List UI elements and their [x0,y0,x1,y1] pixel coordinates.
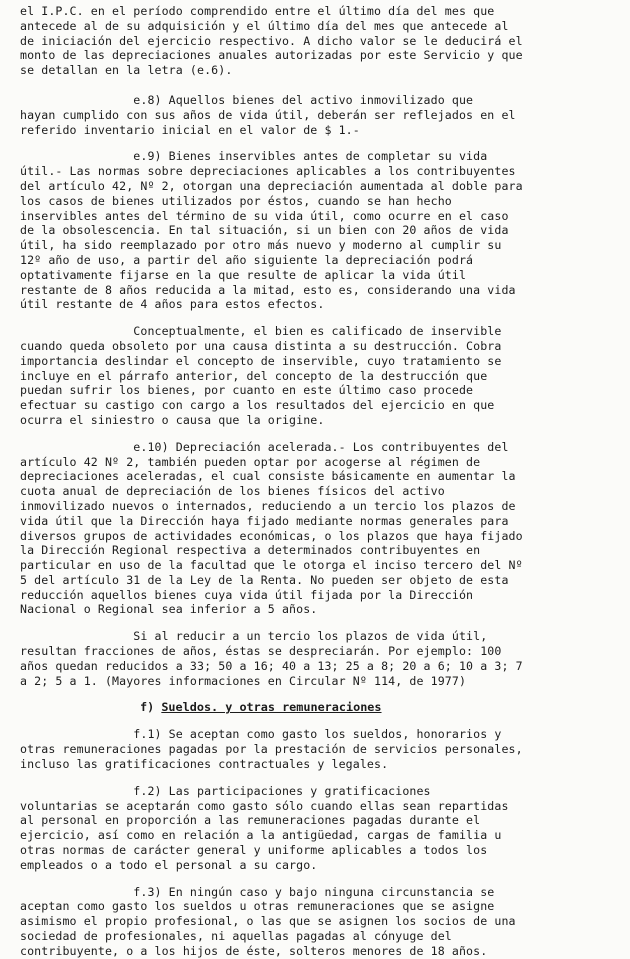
paragraph-f2 [20,784,612,873]
text-line: referido inventario inicial en el valor de $ 1.- [20,122,360,137]
text-line: del artículo 42, Nº 2, otorgan una depreciación aumentada al doble para [20,178,523,193]
text-line: Conceptualmente, el bien es calificado de inservible [133,324,502,339]
text-line: a 2; 5 a 1. (Mayores informaciones en Circular Nº 114, de 1977) [20,673,467,688]
text-line: otras remuneraciones pagadas por la prestación de servicios personales, [20,742,523,757]
section-title: Sueldos. y otras remuneraciones [161,700,382,715]
text-line: puedan sufrir los bienes, por cuanto en este último caso procede [20,383,474,398]
text-line: Si al reducir a un tercio los plazos de vida útil, [133,629,488,644]
text-line: efectuar su castigo con cargo a los resultados del ejercicio en que [20,398,495,413]
text-line: ocurra el siniestro o causa que la origine. [20,412,325,427]
text-line: importancia deslindar el concepto de inservible, cuyo tratamiento se [20,353,502,368]
document-body-f [20,727,612,958]
text-line: e.8) Aquellos bienes del activo inmovilizado que [133,92,474,107]
text-line: monto de las depreciaciones anuales autorizadas por este Servicio y que [20,48,523,63]
text-line: reducción aquellos bienes cuya vida útil fijada por la Dirección [20,587,474,602]
text-line: cuando queda obsoleto por una causa distinta a su destrucción. Cobra [20,338,502,353]
paragraph-e10 [20,440,612,618]
text-line: depreciaciones aceleradas, el cual consiste básicamente en aumentar la [20,469,516,484]
text-line: f.1) Se aceptan como gasto los sueldos, honorarios y [133,727,502,742]
paragraph-f1 [20,727,612,771]
text-line: restante de 8 años reducida a la mitad, esto es, considerando una vida [20,282,516,297]
text-line: inmovilizado nuevos o internados, reduciendo a un tercio los plazos de [20,498,516,513]
text-line: se detallan en la letra (e.6). [20,63,233,78]
text-line: útil.- Las normas sobre depreciaciones aplicables a los contribuyentes [20,164,516,179]
text-line: optativamente fijarse en la que resulte de aplicar la vida útil [20,267,467,282]
text-line: contribuyente, o a los hijos de éste, solteros menores de 18 años. [20,943,488,958]
section-heading-f [20,700,612,715]
text-line: Nacional o Regional sea inferior a 5 años. [20,602,318,617]
text-line: los casos de bienes utilizados por éstos, cuando se han hecho [20,193,452,208]
text-line: aceptan como gasto los sueldos u otras remuneraciones que se asigne [20,899,495,914]
paragraph-f3 [20,885,612,959]
text-line: incluye en el párrafo anterior, del concepto de la destrucción que [20,368,488,383]
text-line: otras normas de carácter general y uniforme aplicables a todos los [20,843,488,858]
text-line: el I.P.C. en el período comprendido entre el último día del mes que [20,4,495,18]
text-line: ejercicio, así como en relación a la antigüedad, cargas de familia u [20,828,502,843]
text-line: asimismo el propio profesional, o las que se asignen los socios de una [20,914,516,929]
text-line: la Dirección Regional respectiva a determinados contribuyentes en [20,543,481,558]
text-line: vida útil que la Dirección haya fijado mediante normas generales para [20,513,509,528]
text-line: artículo 42 Nº 2, también pueden optar por acogerse al régimen de [20,454,481,469]
text-line: e.9) Bienes inservibles antes de completar su vida [133,149,488,164]
text-line: útil restante de 4 años para estos efectos. [20,297,325,312]
text-line: hayan cumplido con sus años de vida útil, deberán ser reflejados en el [20,107,516,122]
paragraph-concept [20,324,612,428]
text-line: inservibles antes del término de su vida útil, como ocurre en el caso [20,208,509,223]
text-line: años quedan reducidos a 33; 50 a 16; 40 a 13; 25 a 8; 20 a 6; 10 a 3; 7 [20,658,523,673]
text-line: antecede al de su adquisición y el último día del mes que antecede al [20,18,509,33]
text-line: útil, ha sido reemplazado por otro más nuevo y moderno al cumplir su [20,238,502,253]
text-line: incluso las gratificaciones contractuales y legales. [20,757,389,772]
text-line: empleados o a todo el personal a su cargo. [20,857,318,872]
text-line: cuota anual de depreciación de los bienes físicos del activo [20,484,445,499]
text-line: resultan fracciones de años, éstas se despreciarán. Por ejemplo: 100 [20,644,502,659]
section-label: f) [140,700,155,715]
document-body [20,4,612,688]
paragraph-e9 [20,149,612,312]
text-line: f.2) Las participaciones y gratificaciones [133,783,431,798]
text-line: f.3) En ningún caso y bajo ninguna circunstancia se [133,884,495,899]
text-line: e.10) Depreciación acelerada.- Los contribuyentes del [133,439,509,454]
text-line: particular en uso de la facultad que le otorga el inciso tercero del Nº [20,558,523,573]
text-line: sociedad de profesionales, ni aquellas pagadas al cónyuge del [20,929,452,944]
text-line: voluntarias se aceptarán como gasto sólo cuando ellas sean repartidas [20,798,509,813]
text-line: 5 del artículo 31 de la Ley de la Renta. No pueden ser objeto de esta [20,572,509,587]
text-line: de la obsolescencia. En tal situación, si un bien con 20 años de vida [20,223,509,238]
paragraph-tercio [20,629,612,688]
text-line: al personal en proporción a las remuneraciones pagadas durante el [20,813,481,828]
text-line: diversos grupos de actividades económicas, o los plazos que haya fijado [20,528,523,543]
text-line: 12º año de uso, a partir del año siguiente la depreciación podrá [20,252,474,267]
paragraph-e8 [20,93,612,137]
paragraph-intro [20,4,612,78]
text-line: de iniciación del ejercicio respectivo. A dicho valor se le deducirá el [20,33,523,48]
